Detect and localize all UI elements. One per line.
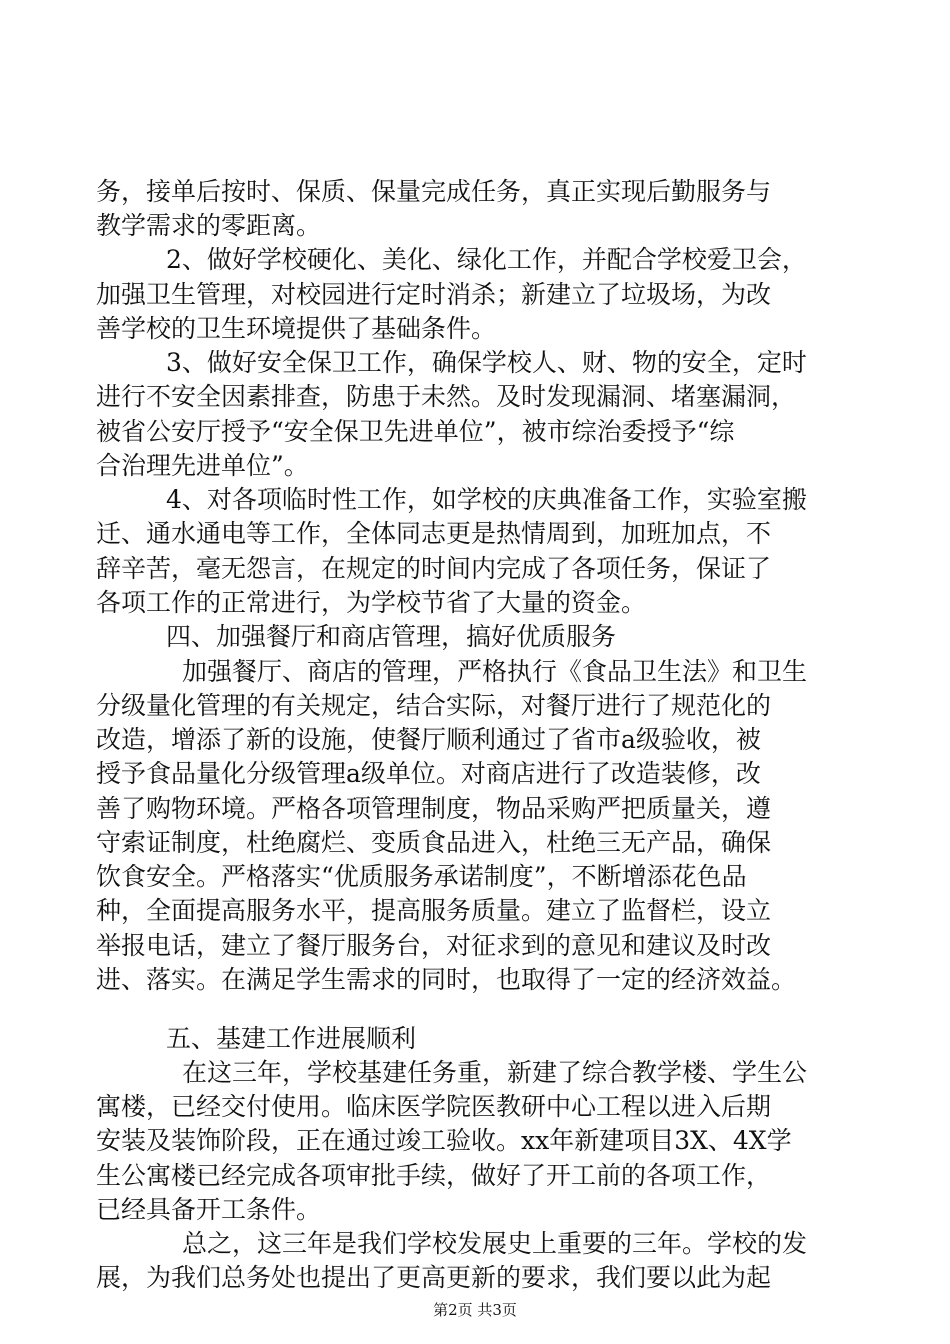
text-line: 加强卫生管理，对校园进行定时消杀；新建立了垃圾场，为改	[96, 280, 772, 309]
text-line: 展，为我们总务处也提出了更高更新的要求，我们要以此为起	[96, 1263, 772, 1292]
text-line: 改造，增添了新的设施，使餐厅顺利通过了省市a级验收，被	[96, 725, 761, 754]
text-line: 辞辛苦，毫无怨言，在规定的时间内完成了各项任务，保证了	[96, 554, 772, 583]
text-line: 合治理先进单位”。	[96, 451, 309, 480]
text-line: 务，接单后按时、保质、保量完成任务，真正实现后勤服务与	[96, 177, 772, 206]
text-line: 守索证制度，杜绝腐烂、变质食品进入，杜绝三无产品，确保	[96, 828, 772, 857]
text-line: 善学校的卫生环境提供了基础条件。	[96, 314, 497, 343]
text-line: 教学需求的零距离。	[96, 211, 322, 240]
section-heading: 五、基建工作进展顺利	[166, 1024, 417, 1053]
text-line: 生公寓楼已经完成各项审批手续，做好了开工前的各项工作，	[96, 1161, 772, 1190]
text-line: 举报电话，建立了餐厅服务台，对征求到的意见和建议及时改	[96, 931, 772, 960]
text-line: 在这三年，学校基建任务重，新建了综合教学楼、学生公	[182, 1058, 808, 1087]
text-line: 2、做好学校硬化、美化、绿化工作，并配合学校爱卫会，	[166, 245, 807, 274]
page-footer: 第2页 共3页	[433, 1301, 517, 1319]
text-line: 分级量化管理的有关规定，结合实际，对餐厅进行了规范化的	[96, 691, 772, 720]
text-line: 总之，这三年是我们学校发展史上重要的三年。学校的发	[182, 1229, 808, 1258]
text-line: 3、做好安全保卫工作，确保学校人、财、物的安全，定时	[166, 348, 807, 377]
text-line: 进行不安全因素排查，防患于未然。及时发现漏洞、堵塞漏洞，	[96, 382, 797, 411]
text-line: 已经具备开工条件。	[96, 1195, 322, 1224]
text-line: 迁、通水通电等工作，全体同志更是热情周到，加班加点，不	[96, 519, 772, 548]
text-line: 善了购物环境。严格各项管理制度，物品采购严把质量关，遵	[96, 794, 772, 823]
text-line: 各项工作的正常进行，为学校节省了大量的资金。	[96, 588, 647, 617]
text-line: 寓楼，已经交付使用。临床医学院医教研中心工程以进入后期	[96, 1092, 772, 1121]
text-line: 种，全面提高服务水平，提高服务质量。建立了监督栏，设立	[96, 896, 772, 925]
text-line: 授予食品量化分级管理a级单位。对商店进行了改造装修，改	[96, 759, 761, 788]
text-line: 被省公安厅授予“安全保卫先进单位”，被市综治委授予“综	[96, 417, 735, 446]
section-heading: 四、加强餐厅和商店管理，搞好优质服务	[166, 622, 617, 651]
text-line: 进、落实。在满足学生需求的同时，也取得了一定的经济效益。	[96, 965, 797, 994]
text-line: 4、对各项临时性工作，如学校的庆典准备工作，实验室搬	[166, 485, 807, 514]
text-line: 安装及装饰阶段，正在通过竣工验收。xx年新建项目3X、4X学	[96, 1126, 792, 1155]
text-line: 饮食安全。严格落实“优质服务承诺制度”，不断增添花色品	[96, 862, 747, 891]
text-line: 加强餐厅、商店的管理，严格执行《食品卫生法》和卫生	[182, 657, 808, 686]
